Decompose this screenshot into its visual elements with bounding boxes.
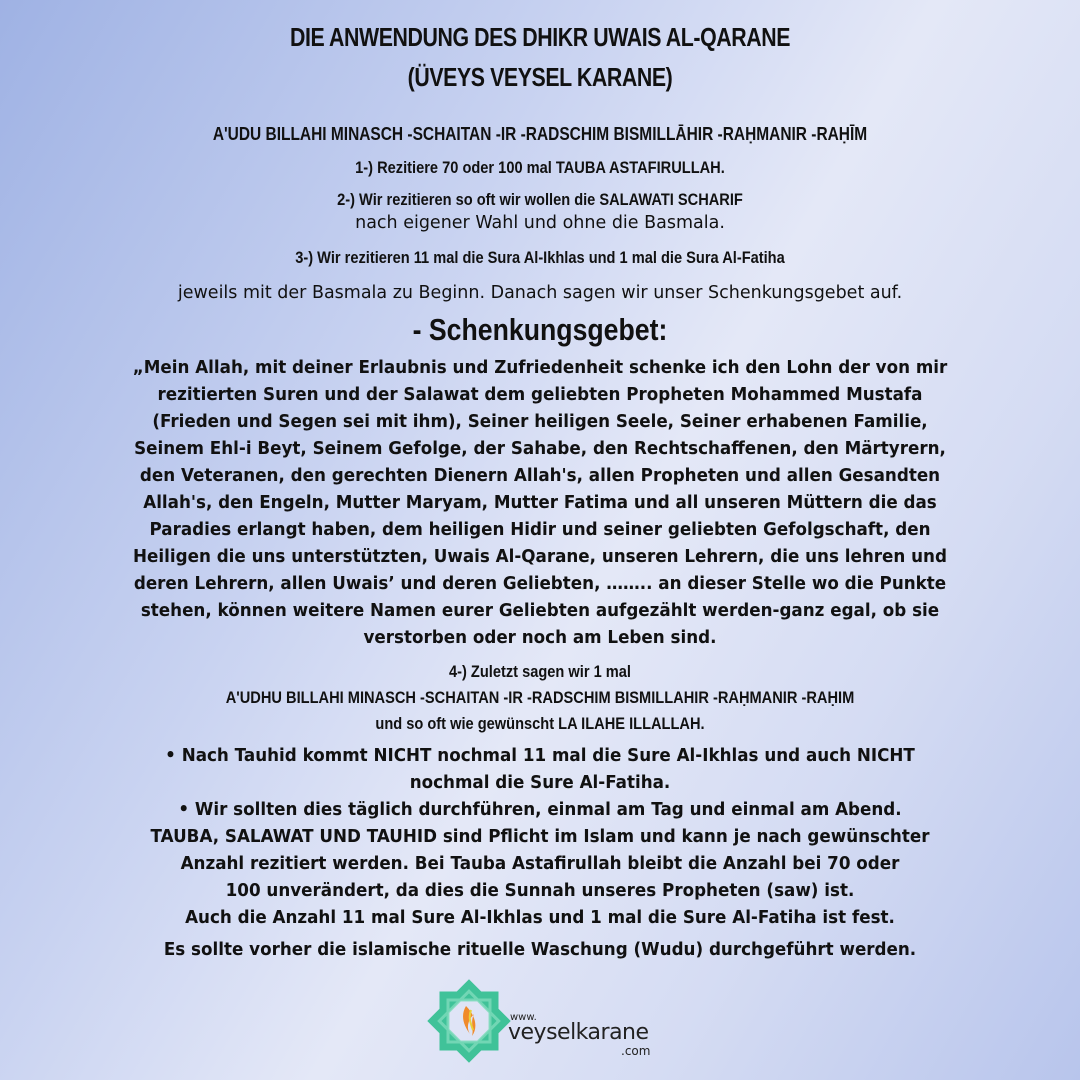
- logo-name: veyselkarane: [508, 1020, 649, 1045]
- prayer-heading: - Schenkungsgebet:: [412, 312, 668, 347]
- step-2: 2-) Wir rezitieren so oft wir wollen die SALAWATI SCHARIF: [337, 190, 743, 209]
- step-1: 1-) Rezitiere 70 oder 100 mal TAUBA ASTAFIRULLAH.: [355, 158, 725, 177]
- prayer-line: stehen, können weitere Namen eurer Geliebten aufgezählt werden-ganz egal, ob sie: [140, 600, 940, 621]
- site-logo[interactable]: [424, 976, 664, 1066]
- note-line: nochmal die Sure Al-Fatiha.: [409, 772, 671, 793]
- prayer-line: Seinem Ehl-i Beyt, Seinem Gefolge, der Sahabe, den Rechtschaffenen, den Märtyrern,: [134, 438, 946, 459]
- note-line: • Nach Tauhid kommt NICHT nochmal 11 mal die Sure Al-Ikhlas und auch NICHT: [165, 745, 915, 766]
- step-4-basmala: A'UDHU BILLAHI MINASCH -SCHAITAN -IR -RADSCHIM BISMILLAHIR -RAḤMANIR -RAḤIM: [225, 688, 855, 707]
- prayer-line: Heiligen die uns unterstützten, Uwais Al-Qarane, unseren Lehrern, die uns lehren und: [133, 546, 947, 567]
- logo-www: www.: [510, 1012, 537, 1023]
- octagram-star-icon: [424, 976, 514, 1066]
- note-line: Auch die Anzahl 11 mal Sure Al-Ikhlas und 1 mal die Sure Al-Fatiha ist fest.: [185, 907, 895, 928]
- step-2-note: nach eigener Wahl und ohne die Basmala.: [355, 213, 725, 233]
- step-3: 3-) Wir rezitieren 11 mal die Sura Al-Ikhlas und 1 mal die Sura Al-Fatiha: [295, 248, 785, 267]
- step-3-note: jeweils mit der Basmala zu Beginn. Danach sagen wir unser Schenkungsgebet auf.: [177, 283, 903, 303]
- prayer-line: (Frieden und Segen sei mit ihm), Seiner heiligen Seele, Seiner erhabenen Familie,: [152, 411, 928, 432]
- prayer-line: deren Lehrern, allen Uwais’ und deren Geliebten, …….. an dieser Stelle wo die Punkte: [133, 573, 947, 594]
- note-line: Anzahl rezitiert werden. Bei Tauba Astafirullah bleibt die Anzahl bei 70 oder: [180, 853, 900, 874]
- note-line: Es sollte vorher die islamische rituelle Waschung (Wudu) durchgeführt werden.: [163, 939, 917, 960]
- note-line: 100 unverändert, da dies die Sunnah unseres Propheten (saw) ist.: [225, 880, 855, 901]
- title-line-2: (ÜVEYS VEYSEL KARANE): [407, 62, 673, 92]
- note-line: TAUBA, SALAWAT UND TAUHID sind Pflicht im Islam und kann je nach gewünschter: [150, 826, 930, 847]
- step-4-intro: 4-) Zuletzt sagen wir 1 mal: [449, 662, 631, 681]
- prayer-line: Paradies erlangt haben, dem heiligen Hidir und seiner geliebten Gefolgschaft, den: [149, 519, 931, 540]
- prayer-line: rezitierten Suren und der Salawat dem geliebten Propheten Mohammed Mustafa: [157, 384, 923, 405]
- title-line-1: DIE ANWENDUNG DES DHIKR UWAIS AL-QARANE: [289, 22, 791, 52]
- step-4-tauhid: und so oft wie gewünscht LA ILAHE ILLALLAH.: [375, 714, 705, 733]
- prayer-line: „Mein Allah, mit deiner Erlaubnis und Zufriedenheit schenke ich den Lohn der von mir: [132, 357, 948, 378]
- prayer-line: den Veteranen, den gerechten Dienern Allah's, allen Propheten und allen Gesandten: [139, 465, 941, 486]
- intro-basmala: A'UDU BILLAHI MINASCH -SCHAITAN -IR -RADSCHIM BISMILLĀHIR -RAḤMANIR -RAḤĪM: [212, 124, 868, 144]
- note-line: • Wir sollten dies täglich durchführen, einmal am Tag und einmal am Abend.: [178, 799, 902, 820]
- prayer-line: verstorben oder noch am Leben sind.: [363, 627, 717, 648]
- logo-tld: .com: [621, 1044, 651, 1058]
- prayer-line: Allah's, den Engeln, Mutter Maryam, Mutter Fatima und all unseren Müttern die das: [143, 492, 937, 513]
